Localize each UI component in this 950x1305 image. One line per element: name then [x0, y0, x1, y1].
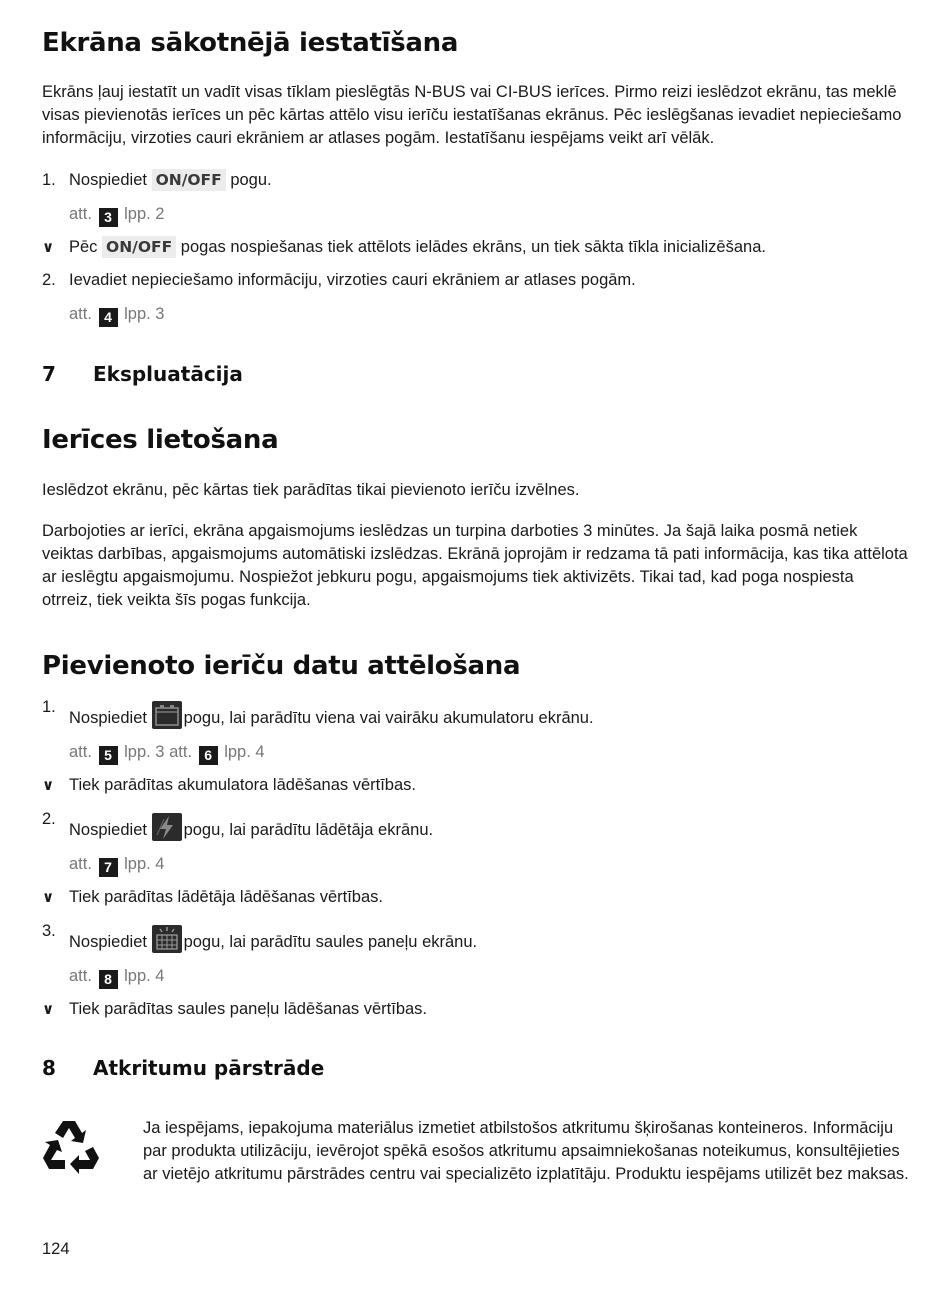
solar-button-icon	[152, 925, 182, 953]
result-arrow-icon: ∨	[42, 888, 55, 906]
recycling-text: Ja iespējams, iepakojuma materiālus izmetiet atbilstošos atkritumu šķirošanas konteineros. Informāciju par produkta utilizāciju, ievērojot spēkā esošos atkritumu apsaimniekošanas noteikumus, konsultējieties ar vietējo atkritumu pārstrādes centru vai specializēto izplatītāju. Produktu iespējams utilizēt bez maksas.	[143, 1119, 909, 1183]
chapter-heading-8	[42, 1056, 324, 1080]
figure-number-badge: 5	[99, 746, 118, 765]
step-number: 2.	[42, 271, 56, 289]
result-text: pogas nospiešanas tiek attēlots ielādes ekrāns, un tiek sākta tīkla inicializēšana.	[180, 238, 766, 256]
setup-intro: Ekrāns ļauj iestatīt un vadīt visas tīklam pieslēgtās N-BUS vai CI-BUS ierīces. Pirmo reizi ieslēdzot ekrānu, tas meklē visas pievienotās ierīces un pēc kārtas attēlo visu ierīču iestatīšanas ekrānus. Pēc ieslēgšanas ievadiet nepieciešamo informāciju, virzoties cauri ekrāniem ar atlases pogām. Iestatīšanu iespējams veikt arī vēlāk.	[42, 83, 902, 147]
charger-button-icon	[152, 813, 182, 841]
page-ref: lpp. 2	[124, 205, 165, 223]
chapter-title: Atkritumu pārstrāde	[93, 1056, 325, 1080]
step-number: 3.	[42, 922, 56, 940]
page-ref: lpp. 4	[124, 967, 165, 985]
page-ref: lpp. 4	[124, 855, 165, 873]
result-text: Tiek parādītas akumulatora lādēšanas vērtības.	[69, 776, 416, 794]
page-ref: lpp. 3	[124, 743, 165, 761]
step-text: pogu, lai parādītu lādētāja ekrānu.	[183, 821, 434, 839]
step-number: 1.	[42, 698, 56, 716]
result-text: Tiek parādītas saules paneļu lādēšanas vērtības.	[69, 1000, 428, 1018]
step-text: Nospiediet	[69, 933, 147, 951]
section-title-display: Pievienoto ierīču datu attēlošana	[42, 651, 521, 681]
usage-paragraph-2: Darbojoties ar ierīci, ekrāna apgaismojums ieslēdzas un turpina darboties 3 minūtes. Ja šajā laika posmā netiek veiktas darbības, apgaismojums automātiski izslēdzas. Ekrānā joprojām ir redzama tā pati informācija, kas tika attēlota ar ieslēgtu apgaismojumu. Nospiežot jebkuru pogu, apgaismojums tiek aktivizēts. Tikai tad, kad poga nospiesta otrreiz, tiek veikta šīs pogas funkcija.	[42, 522, 908, 609]
page-ref: lpp. 4	[224, 743, 265, 761]
section-title-setup: Ekrāna sākotnējā iestatīšana	[42, 28, 459, 58]
section-title-usage: Ierīces lietošana	[42, 425, 279, 455]
result-arrow-icon: ∨	[42, 1000, 55, 1018]
step-text: pogu.	[230, 171, 272, 189]
chapter-number: 8	[42, 1056, 56, 1080]
chapter-number: 7	[42, 362, 56, 386]
step-text: Ievadiet nepieciešamo informāciju, virzoties cauri ekrāniem ar atlases pogām.	[69, 271, 636, 289]
step-text: Nospiediet	[69, 709, 147, 727]
result-arrow-icon: ∨	[42, 776, 55, 794]
result-text: Tiek parādītas lādētāja lādēšanas vērtības.	[69, 888, 383, 906]
on-off-key-label: ON/OFF	[152, 169, 226, 191]
recycling-icon	[41, 1117, 101, 1180]
att-label: att.	[69, 743, 92, 761]
att-label: att.	[69, 967, 92, 985]
result-arrow-icon: ∨	[42, 238, 55, 256]
step-text: Nospiediet	[69, 171, 147, 189]
figure-number-badge: 6	[199, 746, 218, 765]
figure-number-badge: 3	[99, 208, 118, 227]
step-number: 1.	[42, 171, 56, 189]
att-label: att.	[169, 743, 193, 761]
step-text: Nospiediet	[69, 821, 147, 839]
att-label: att.	[69, 205, 92, 223]
page-number: 124	[42, 1240, 70, 1258]
figure-number-badge: 7	[99, 858, 118, 877]
chapter-title: Ekspluatācija	[93, 362, 243, 386]
att-label: att.	[69, 305, 92, 323]
page-ref: lpp. 3	[124, 305, 165, 323]
step-text: pogu, lai parādītu saules paneļu ekrānu.	[183, 933, 478, 951]
battery-button-icon	[152, 701, 182, 729]
figure-number-badge: 8	[99, 970, 118, 989]
usage-paragraph-1: Ieslēdzot ekrānu, pēc kārtas tiek parādītas tikai pievienoto ierīču izvēlnes.	[42, 481, 580, 499]
on-off-key-label: ON/OFF	[102, 236, 176, 258]
step-text: pogu, lai parādītu viena vai vairāku akumulatoru ekrānu.	[183, 709, 594, 727]
att-label: att.	[69, 855, 92, 873]
result-text: Pēc	[69, 238, 98, 256]
figure-number-badge: 4	[99, 308, 118, 327]
chapter-heading-7	[42, 362, 243, 386]
step-number: 2.	[42, 810, 56, 828]
